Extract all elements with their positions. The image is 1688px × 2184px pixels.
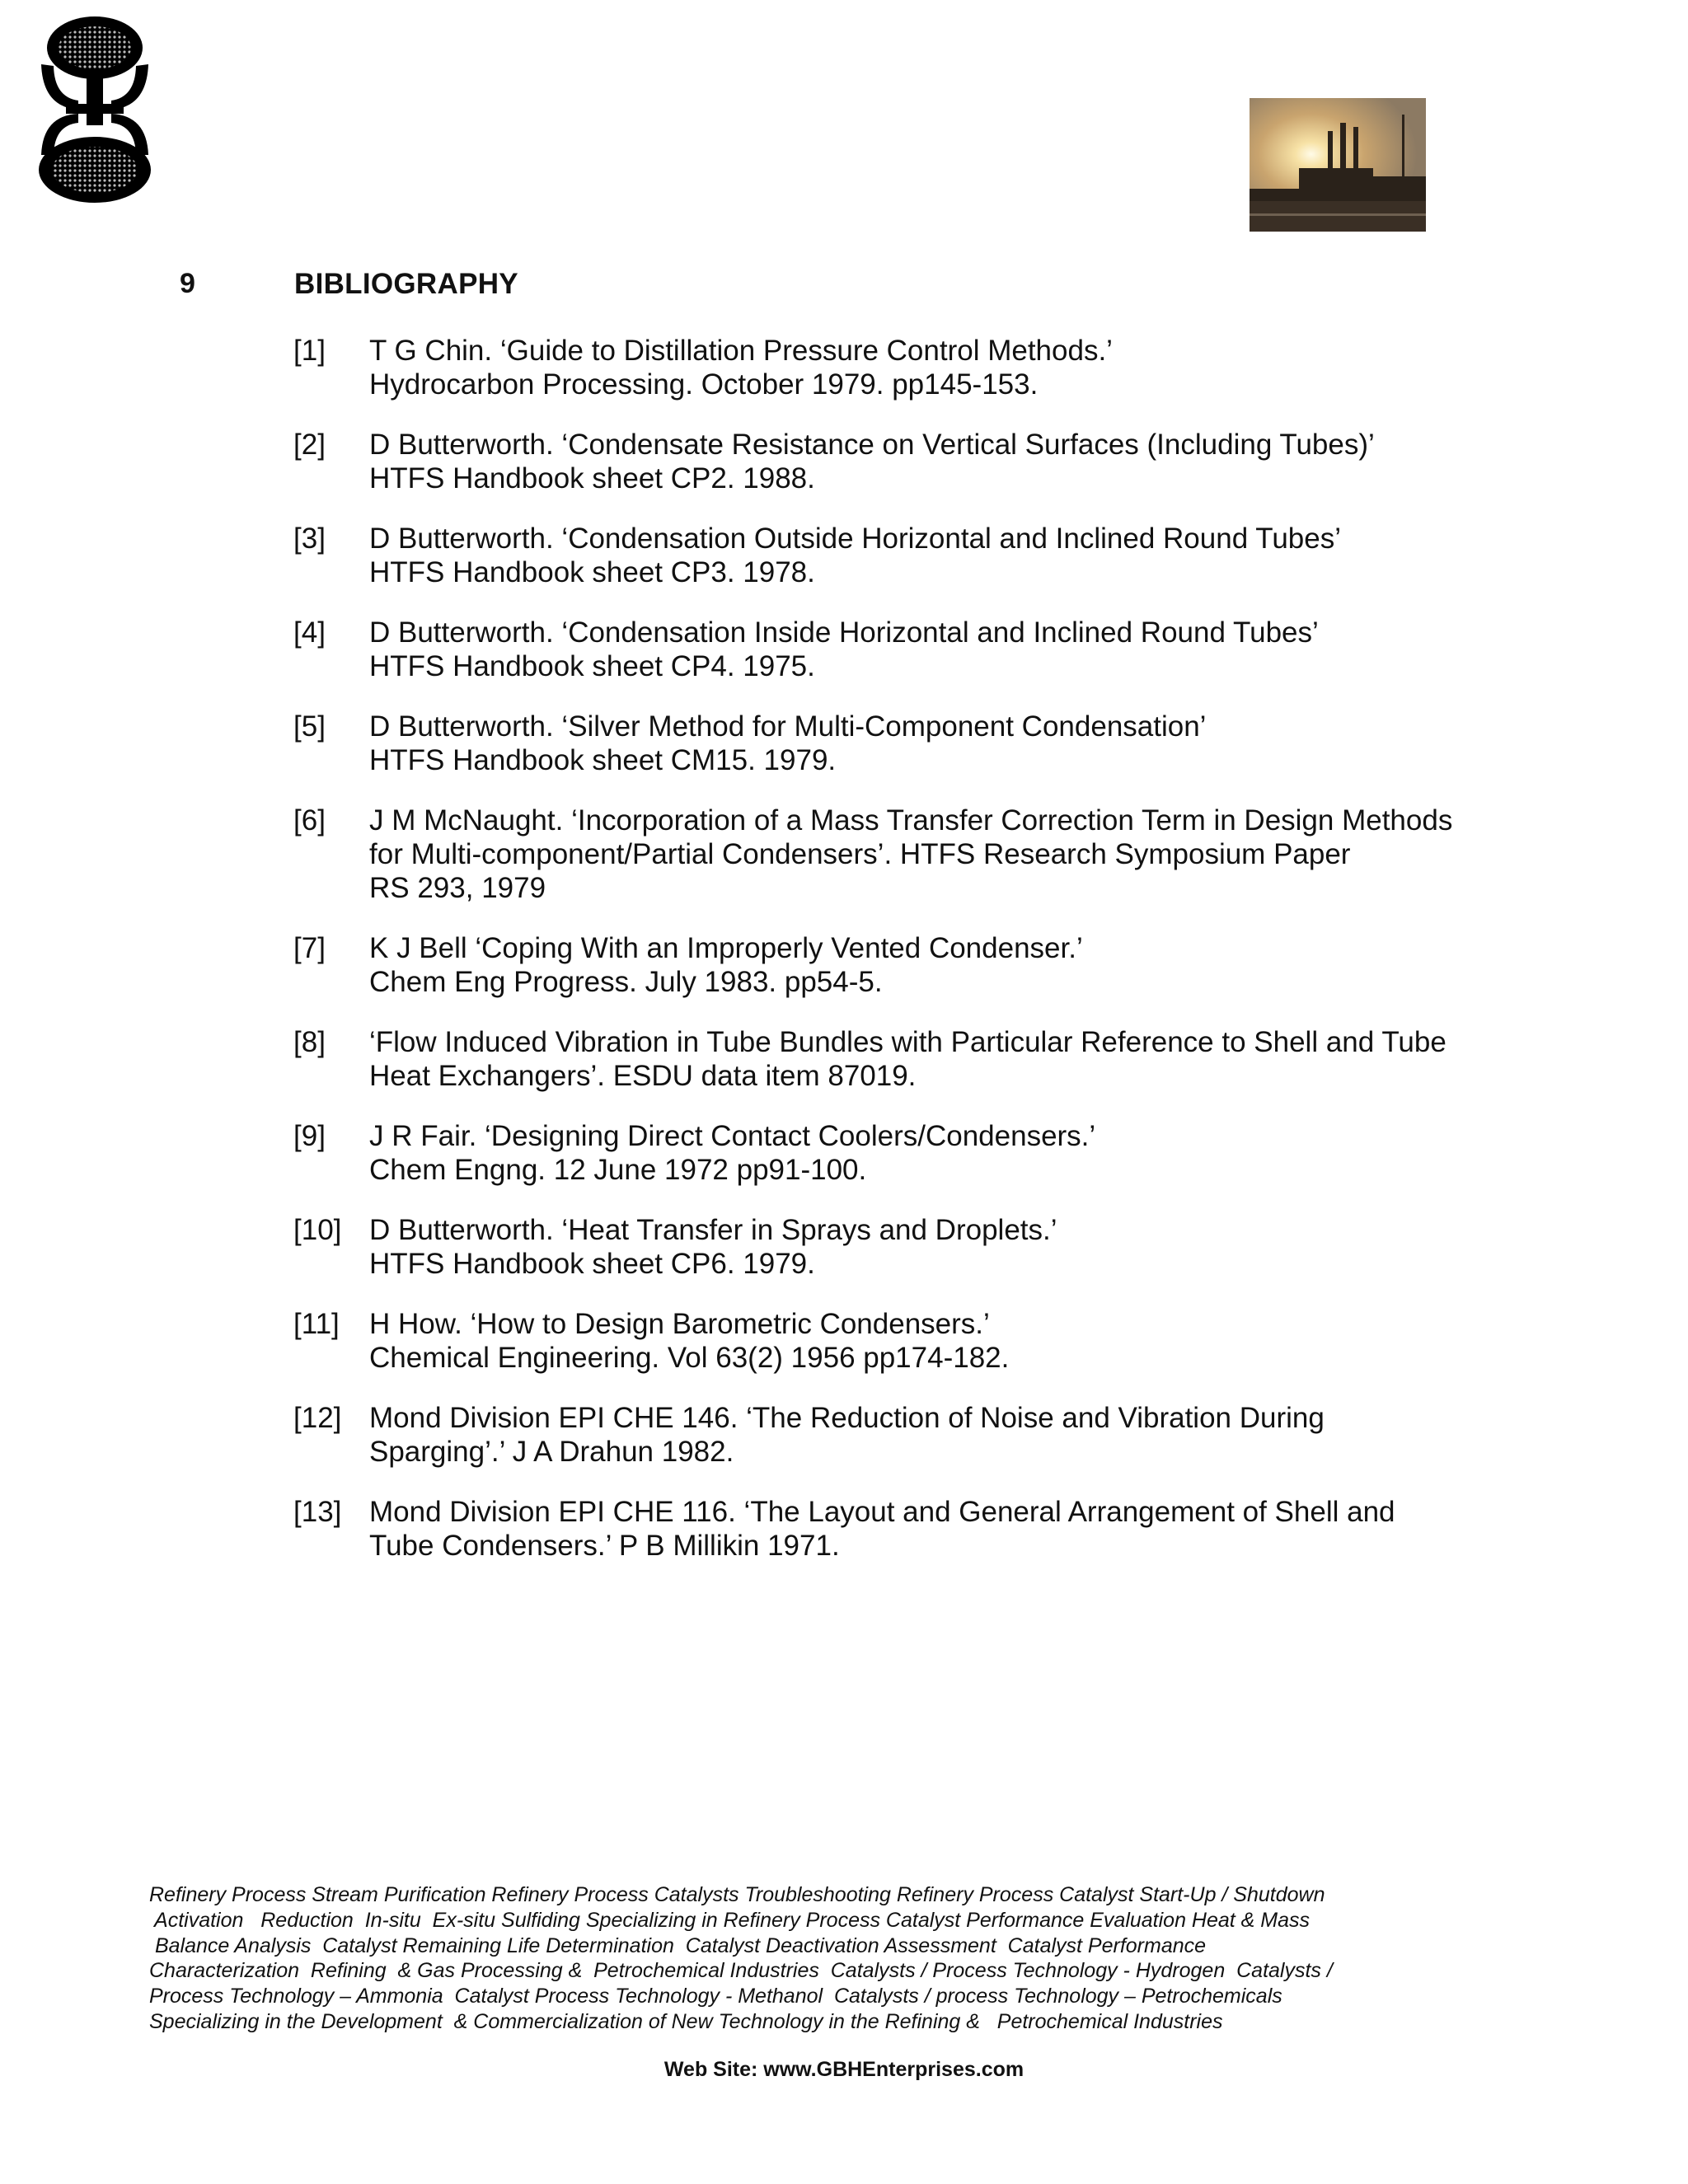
reference-line: Mond Division EPI CHE 116. ‘The Layout and General Arrangement of Shell and	[369, 1496, 1395, 1528]
reference-item	[293, 1025, 1497, 1093]
reference-line: HTFS Handbook sheet CP2. 1988.	[369, 462, 815, 494]
section-title: BIBLIOGRAPHY	[294, 268, 518, 300]
reference-line: J R Fair. ‘Designing Direct Contact Coolers/Condensers.’	[369, 1120, 1096, 1152]
reference-item	[293, 1401, 1497, 1469]
tagline-line: Balance Analysis Catalyst Remaining Life Determination Catalyst Deactivation Assessment Catalyst Performance	[149, 1933, 1207, 1957]
reference-item	[293, 931, 1497, 999]
reference-line: HTFS Handbook sheet CM15. 1979.	[369, 744, 837, 776]
refinery-photo	[1250, 98, 1426, 232]
reference-item	[293, 1119, 1497, 1187]
reference-line: T G Chin. ‘Guide to Distillation Pressure Control Methods.’	[369, 335, 1113, 367]
reference-number: [2]	[293, 429, 326, 461]
reference-line: J M McNaught. ‘Incorporation of a Mass Transfer Correction Term in Design Methods	[369, 804, 1453, 837]
tagline-line: Refinery Process Stream Purification Refinery Process Catalysts Troubleshooting Refinery Process Catalyst Start-Up / Shutdown	[149, 1883, 1325, 1906]
reference-number: [9]	[293, 1120, 326, 1152]
reference-number: [6]	[293, 804, 326, 837]
reference-number: [4]	[293, 616, 326, 649]
reference-line: for Multi-component/Partial Condensers’. HTFS Research Symposium Paper	[369, 838, 1351, 870]
tagline-line: Activation Reduction In-situ Ex-situ Sulfiding Specializing in Refinery Process Catalyst Performance Evaluation Heat & Mass	[149, 1908, 1311, 1932]
reference-line: Chem Engng. 12 June 1972 pp91-100.	[369, 1154, 867, 1186]
reference-item	[293, 804, 1497, 905]
reference-line: ‘Flow Induced Vibration in Tube Bundles with Particular Reference to Shell and Tube	[369, 1026, 1447, 1058]
reference-line: Tube Condensers.’ P B Millikin 1971.	[369, 1530, 840, 1562]
reference-item	[293, 710, 1497, 777]
reference-line: D Butterworth. ‘Silver Method for Multi-Component Condensation’	[369, 710, 1207, 743]
reference-item	[293, 1307, 1497, 1375]
reference-item	[293, 1495, 1497, 1563]
reference-list	[293, 334, 1497, 1589]
reference-number: [5]	[293, 710, 326, 743]
reference-line: D Butterworth. ‘Heat Transfer in Sprays and Droplets.’	[369, 1214, 1057, 1246]
reference-line: K J Bell ‘Coping With an Improperly Vented Condenser.’	[369, 932, 1083, 964]
reference-item	[293, 522, 1497, 589]
reference-line: HTFS Handbook sheet CP6. 1979.	[369, 1248, 815, 1280]
company-logo-icon	[33, 15, 157, 204]
footer-website: Web Site: www.GBHEnterprises.com	[663, 2058, 1025, 2081]
reference-line: HTFS Handbook sheet CP3. 1978.	[369, 556, 815, 588]
reference-number: [3]	[293, 523, 326, 555]
reference-line: D Butterworth. ‘Condensate Resistance on Vertical Surfaces (Including Tubes)’	[369, 429, 1375, 461]
reference-item	[293, 616, 1497, 683]
reference-line: Hydrocarbon Processing. October 1979. pp145-153.	[369, 368, 1039, 401]
reference-number: [12]	[293, 1402, 342, 1434]
reference-number: [1]	[293, 335, 326, 367]
reference-line: Chem Eng Progress. July 1983. pp54-5.	[369, 966, 883, 998]
reference-item	[293, 334, 1497, 401]
reference-line: Mond Division EPI CHE 146. ‘The Reduction of Noise and Vibration During	[369, 1402, 1325, 1434]
reference-line: HTFS Handbook sheet CP4. 1975.	[369, 650, 815, 682]
section-number: 9	[180, 268, 195, 299]
reference-line: Sparging’.’ J A Drahun 1982.	[369, 1436, 734, 1468]
reference-line: H How. ‘How to Design Barometric Condensers.’	[369, 1308, 990, 1340]
reference-item	[293, 428, 1497, 495]
reference-number: [13]	[293, 1496, 342, 1528]
reference-line: Chemical Engineering. Vol 63(2) 1956 pp174-182.	[369, 1342, 1010, 1374]
footer-tagline	[149, 1882, 1451, 2035]
reference-number: [8]	[293, 1026, 326, 1058]
reference-line: D Butterworth. ‘Condensation Outside Horizontal and Inclined Round Tubes’	[369, 523, 1342, 555]
reference-line: D Butterworth. ‘Condensation Inside Horizontal and Inclined Round Tubes’	[369, 616, 1319, 649]
reference-item	[293, 1213, 1497, 1281]
reference-number: [10]	[293, 1214, 342, 1246]
reference-number: [11]	[293, 1308, 340, 1340]
reference-number: [7]	[293, 932, 326, 964]
tagline-line: Process Technology – Ammonia Catalyst Process Technology - Methanol Catalysts / process Technology – Petrochemicals	[149, 1985, 1282, 2008]
reference-line: RS 293, 1979	[369, 872, 546, 904]
tagline-line: Characterization Refining & Gas Processing & Petrochemical Industries Catalysts / Process Technology - Hydrogen Catalysts /	[149, 1959, 1333, 1983]
tagline-line: Specializing in the Development & Commercialization of New Technology in the Refining & Petrochemical Industries	[149, 2009, 1223, 2033]
reference-line: Heat Exchangers’. ESDU data item 87019.	[369, 1060, 917, 1092]
